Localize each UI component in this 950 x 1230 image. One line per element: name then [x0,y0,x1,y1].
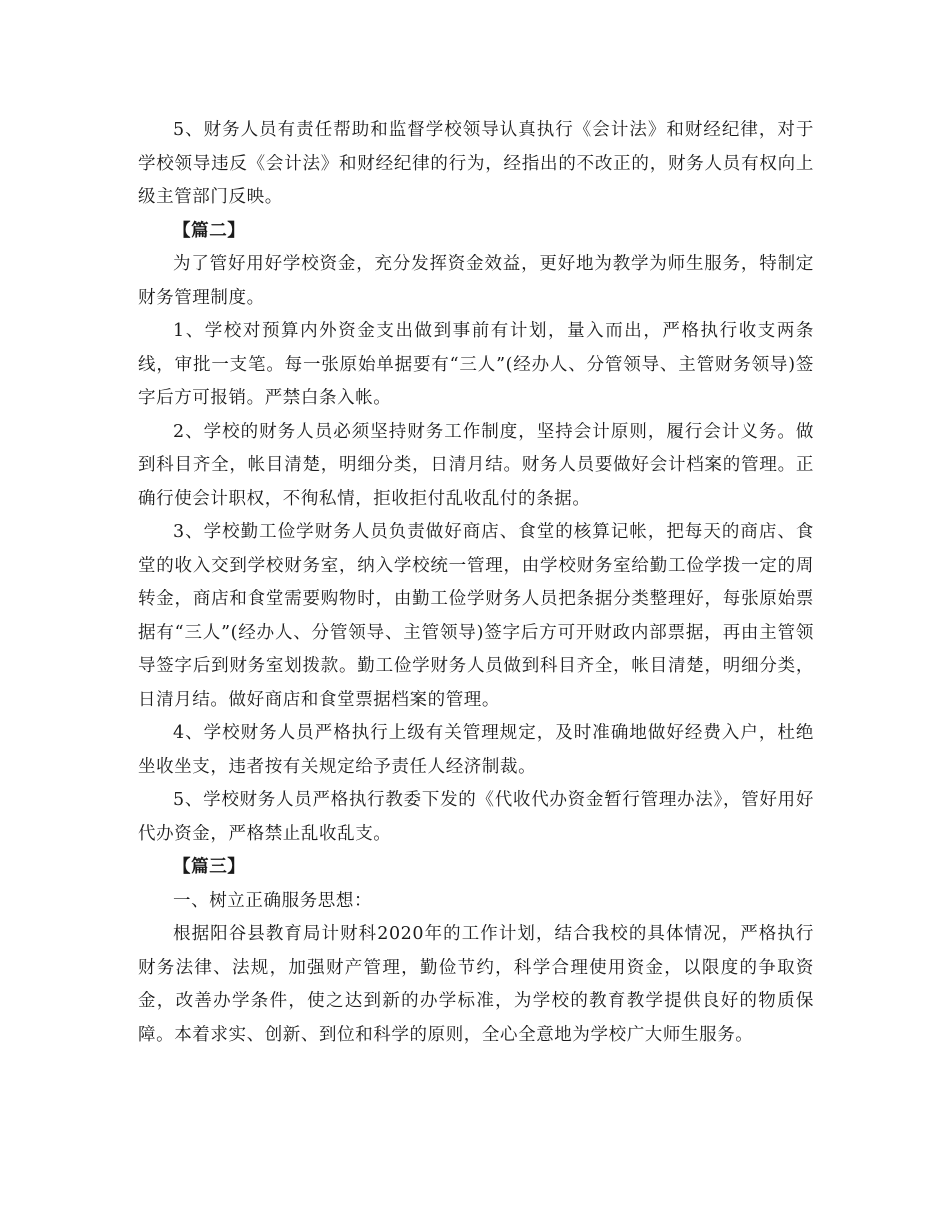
paragraph-item-5-collection: 5、学校财务人员严格执行教委下发的《代收代办资金暂行管理办法》，管好用好代办资金，严格禁止乱收乱支。 [138,790,814,844]
section-heading-part-three: 【篇三】 [173,857,246,877]
paragraph-item-2-finance-staff: 2、学校的财务人员必须坚持财务工作制度，坚持会计原则，履行会计义务。做到科目齐全，帐目清楚，明细分类，日清月结。财务人员要做好会计档案的管理。正确行使会计职权，不徇私情，拒收拒付乱收乱付的条据。 [138,421,814,509]
paragraph-subheading-service: 一、树立正确服务思想： [173,890,373,911]
paragraph-item-5-duty: 5、财务人员有责任帮助和监督学校领导认真执行《会计法》和财经纪律，对于学校领导违反《会计法》和财经纪律的行为，经指出的不改正的，财务人员有权向上级主管部门反映。 [138,120,814,207]
document-page [138,114,814,1052]
paragraph-item-4-regulations: 4、学校财务人员严格执行上级有关管理规定，及时准确地做好经费入户，杜绝坐收坐支，违者按有关规定给予责任人经济制裁。 [138,723,814,777]
section-heading-part-two: 【篇二】 [173,220,246,241]
paragraph-work-plan: 根据阳谷县教育局计财科2020年的工作计划，结合我校的具体情况，严格执行财务法律、法规，加强财产管理，勤俭节约，科学合理使用资金，以限度的争取资金，改善办学条件，使之达到新的办学标准，为学校的教育教学提供良好的物质保障。本着求实、创新、到位和科学的原则，全心全意地为学校广大师生服务。 [138,924,814,1045]
paragraph-intro-purpose: 为了管好用好学校资金，充分发挥资金效益，更好地为教学为师生服务，特制定财务管理制度。 [138,254,814,308]
paragraph-item-1-budget: 1、学校对预算内外资金支出做到事前有计划，量入而出，严格执行收支两条线，审批一支笔。每一张原始单据要有“三人”(经办人、分管领导、主管财务领导)签字后方可报销。严禁白条入帐。 [138,321,814,408]
paragraph-item-3-work-study: 3、学校勤工俭学财务人员负责做好商店、食堂的核算记帐，把每天的商店、食堂的收入交到学校财务室，纳入学校统一管理，由学校财务室给勤工俭学拨一定的周转金，商店和食堂需要购物时，由勤工俭学财务人员把条据分类整理好，每张原始票据有“三人”(经办人、分管领导、主管领导)签字后方可开财政内部票据，再由主管领导签字后到财务室划拨款。勤工俭学财务人员做到科目齐全，帐目清楚，明细分类，日清月结。做好商店和食堂票据档案的管理。 [138,522,814,710]
